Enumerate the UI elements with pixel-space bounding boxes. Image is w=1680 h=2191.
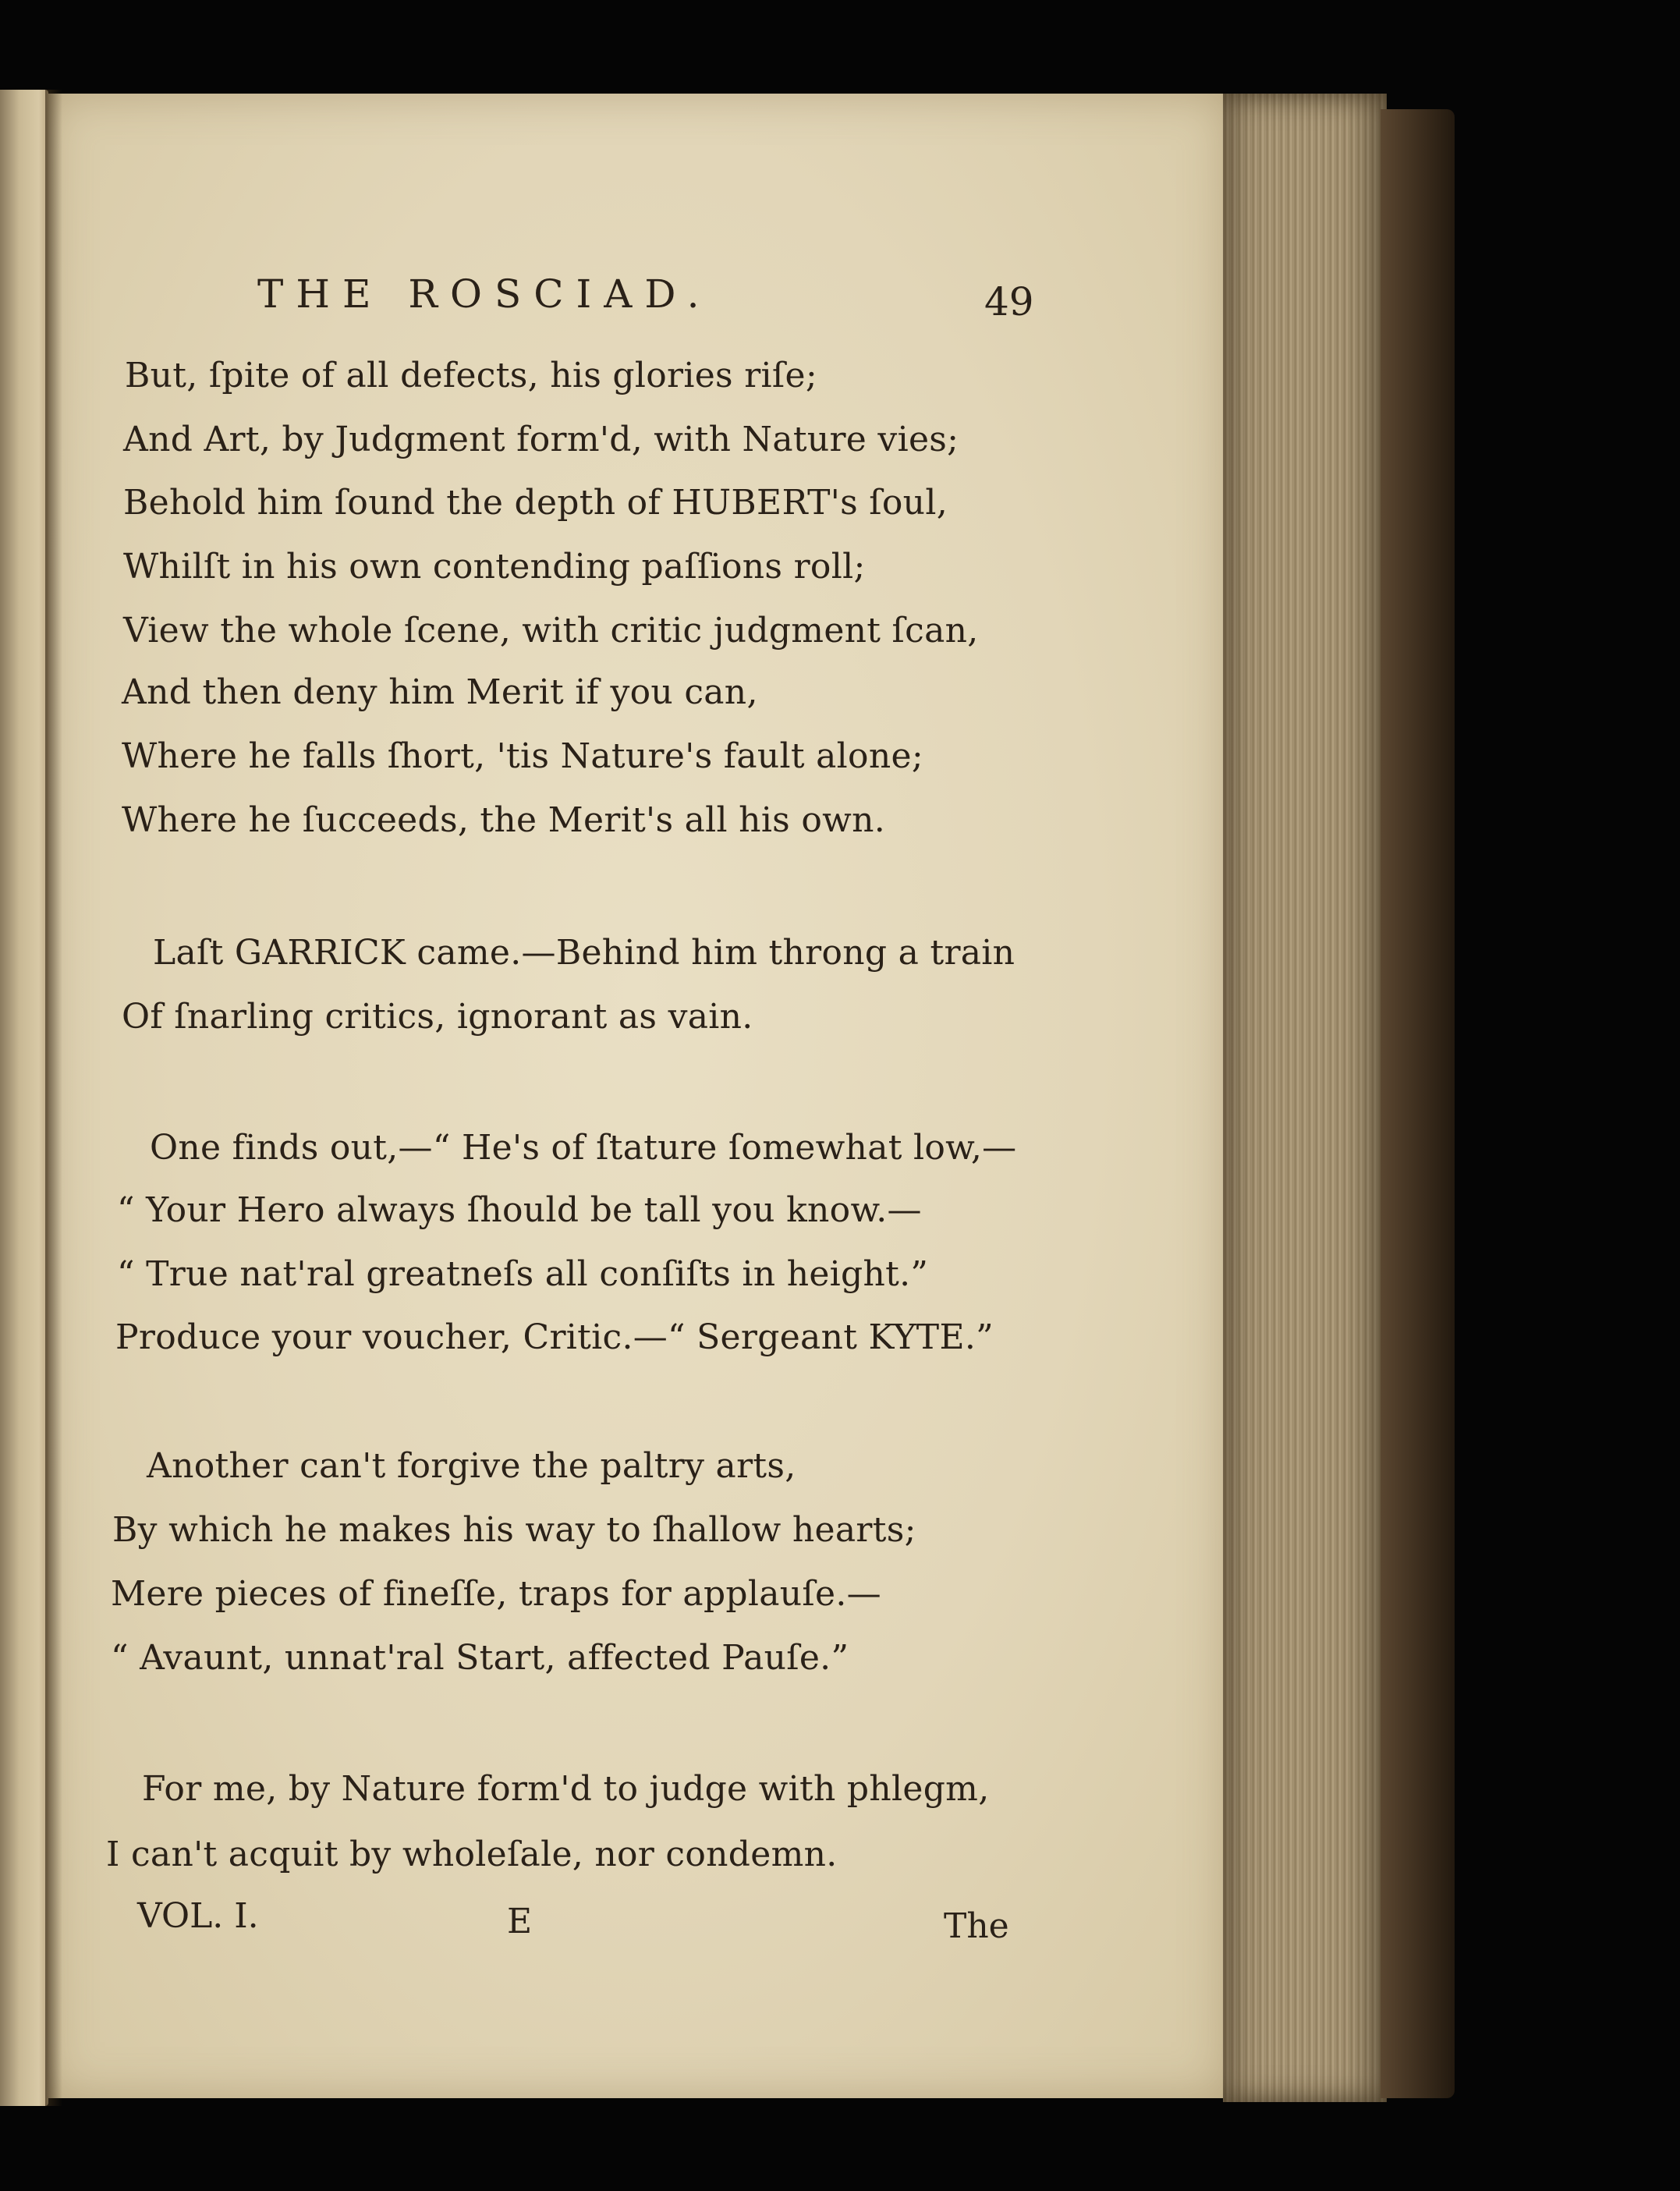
catchword: The [944,1906,1009,1946]
verse-line: Where he ſucceeds, the Merit's all his own. [122,800,886,840]
verse-line: “ Avaunt, unnat'ral Start, affected Pauſe.” [111,1638,849,1678]
verse-line: Whilſt in his own contending paſſions roll; [123,547,866,587]
verse-line: But, ſpite of all defects, his glories riſe; [125,356,817,395]
verse-line: “ True nat'ral greatneſs all conſiſts in height.” [117,1254,929,1294]
verse-line: Laſt GARRICK came.—Behind him throng a train [153,933,1015,973]
verse-line: For me, by Nature form'd to judge with phlegm, [142,1769,990,1809]
verse-line: “ Your Hero always ſhould be tall you know.— [117,1190,922,1230]
verse-line: Where he falls ſhort, 'tis Nature's fault alone; [122,736,923,776]
previous-page-edge [0,90,48,2106]
verse-line: One finds out,—“ He's of ſtature ſomewhat low,— [150,1128,1017,1168]
verse-line: View the whole ſcene, with critic judgment ſcan, [123,611,979,651]
page-number: 49 [984,279,1034,324]
verse-line: Of ſnarling critics, ignorant as vain. [122,997,753,1037]
verse-line: I can't acquit by wholeſale, nor condemn. [106,1835,838,1874]
book-cover [1381,109,1455,2098]
verse-line: Behold him ſound the depth of HUBERT's ſoul, [123,483,948,523]
verse-line: And then deny him Merit if you can, [122,672,758,712]
verse-line: Produce your voucher, Critic.—“ Sergeant KYTE.” [115,1317,994,1357]
page-edges [1223,94,1387,2102]
volume-mark: VOL. I. [137,1896,259,1936]
running-head: THE ROSCIAD. [257,271,712,317]
signature-mark: E [507,1902,533,1941]
verse-line: Another can't forgive the paltry arts, [147,1446,796,1486]
verse-line: By which he makes his way to ſhallow hearts; [112,1510,916,1550]
gutter-shadow [45,90,62,2106]
verse-line: Mere pieces of fineſſe, traps for applauſe.— [111,1574,881,1614]
verse-line: And Art, by Judgment form'd, with Nature vies; [123,420,959,459]
